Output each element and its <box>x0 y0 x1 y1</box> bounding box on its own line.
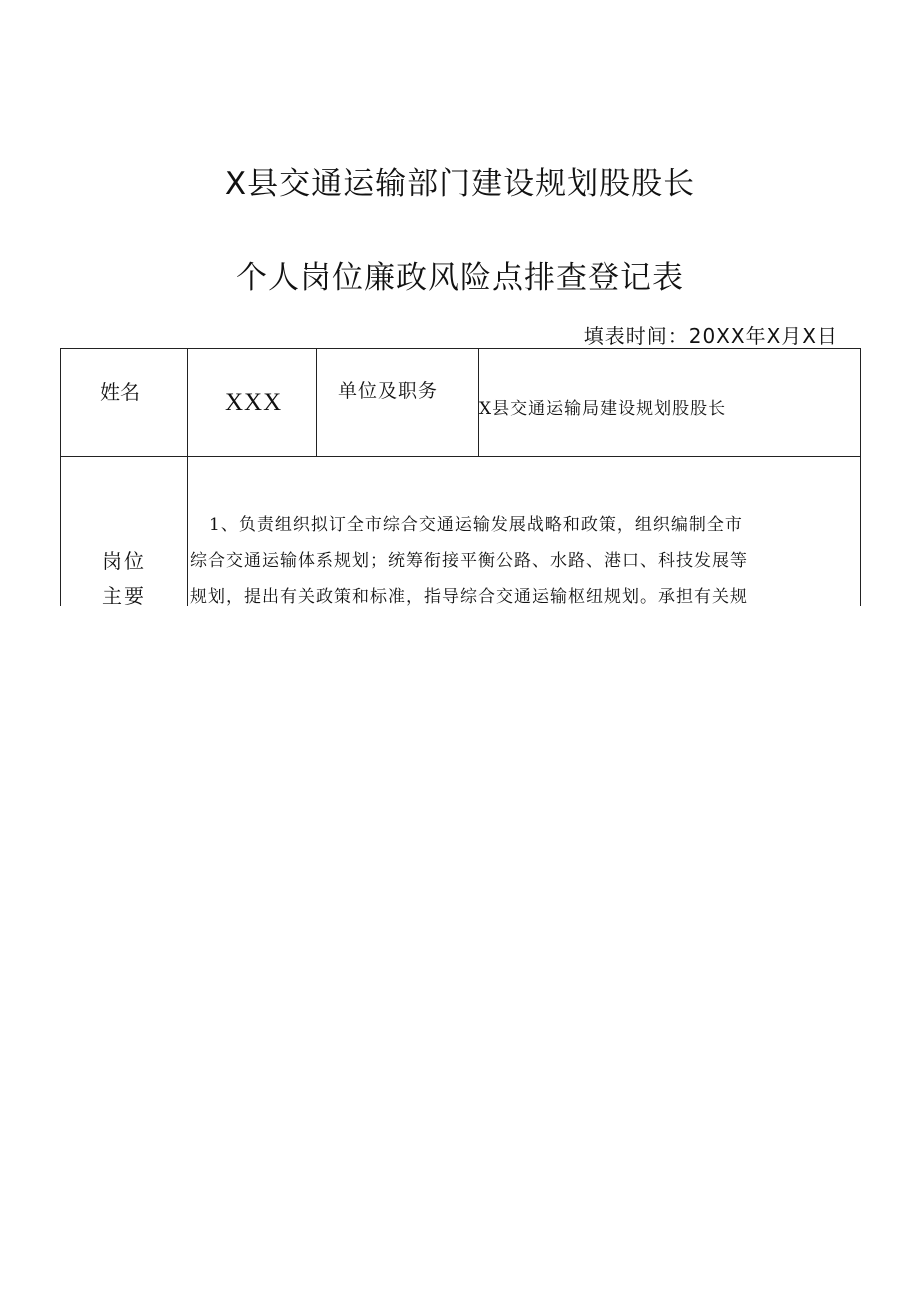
name-value: XXX <box>225 389 283 416</box>
fill-date: 填表时间：20XX年X月X日 <box>583 324 838 348</box>
duty-content-line: 综合交通运输体系规划；统筹衔接平衡公路、水路、港口、科技发展等 <box>190 551 748 571</box>
table-border-col2 <box>316 348 317 456</box>
document-title-line2: 个人岗位廉政风险点排查登记表 <box>236 260 684 296</box>
name-label: 姓名 <box>100 380 140 404</box>
duty-content-line: 1、负责组织拟订全市综合交通运输发展战略和政策，组织编制全市 <box>209 515 743 535</box>
table-border-top <box>60 348 861 349</box>
table-border-col1 <box>187 348 188 606</box>
table-border-row-divider <box>60 456 861 457</box>
table-border-right <box>860 348 861 606</box>
document-title-line1: X县交通运输部门建设规划股股长 <box>224 166 696 202</box>
unit-position-value: X县交通运输局建设规划股股长 <box>479 399 727 419</box>
unit-position-label: 单位及职务 <box>338 380 439 402</box>
table-border-left <box>60 348 61 606</box>
duty-label-line1: 岗位 <box>102 549 146 573</box>
duty-label-line2: 主要 <box>102 584 146 608</box>
duty-content-line: 规划，提出有关政策和标准，指导综合交通运输枢纽规划。承担有关规 <box>190 587 748 607</box>
